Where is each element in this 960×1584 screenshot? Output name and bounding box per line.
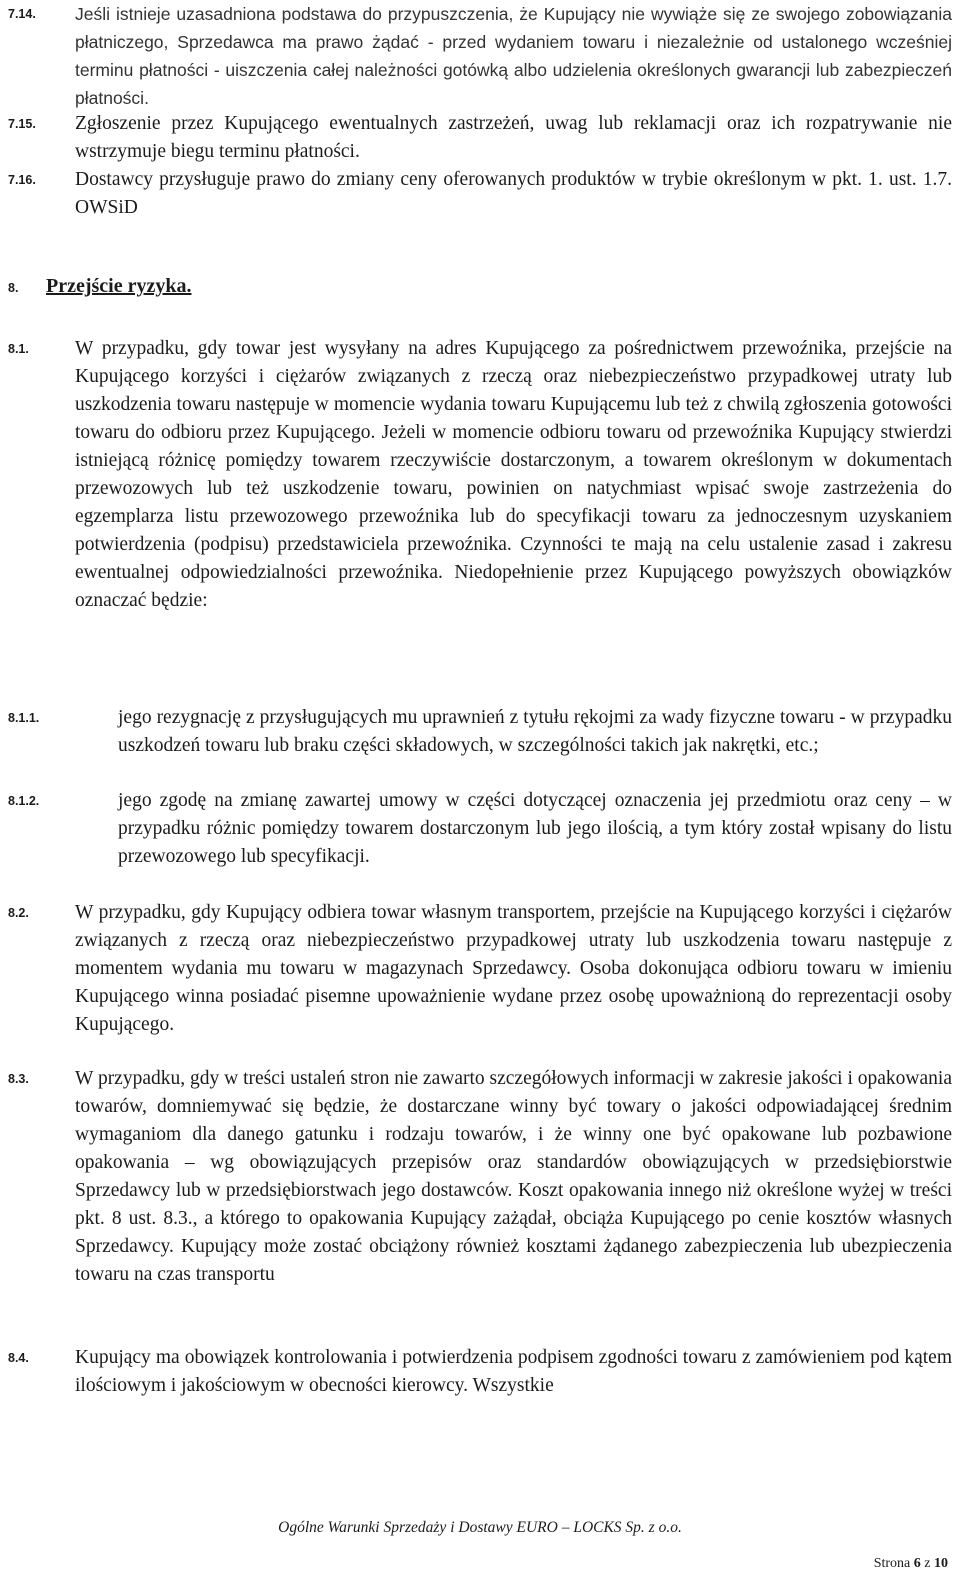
clause-8-1-2: [8, 787, 952, 871]
clause-text: W przypadku, gdy w treści ustaleń stron nie zawarto szczegółowych informacji w zakresie jakości i opakowania towarów, domniemywać się będzie, że dostarczane winny być towary o jakości odpowiadającej średnim wymaganiom dla danego gatunku i rodzaju towarów, i że winny one być opakowane lub pozbawione opakowania – wg obowiązujących przepisów oraz standardów obowiązujących w przedsiębiorstwie Sprzedawcy lub w przedsiębiorstwach jego dostawców. Koszt opakowania innego niż określone wyżej w treści pkt. 8 ust. 8.3., a którego to opakowania Kupujący zażądał, obciąża Kupującego po cenie kosztów własnych Sprzedawcy. Kupujący może zostać obciążony również kosztami żądanego zabezpieczenia lub ubezpieczenia towaru na czas transportu: [75, 1068, 952, 1285]
page-label: Strona: [873, 1556, 911, 1571]
clause-8-1: [8, 335, 952, 615]
clause-text: Jeśli istnieje uzasadniona podstawa do przypuszczenia, że Kupujący nie wywiąże się ze swojego zobowiązania płatniczego, Sprzedawca ma prawo żądać - przed wydaniem towaru i niezależnie od ustalonego wcześniej terminu płatności - uiszczenia całej należności gotówką albo udzielenia określonych gwarancji lub zabezpieczeń płatności.: [75, 4, 952, 108]
clause-text: jego zgodę na zmianę zawartej umowy w części dotyczącej oznaczenia jej przedmiotu oraz ceny – w przypadku różnic pomiędzy towarem dostarczonym lub jego ilością, a tym który został wpisany do listu przewozowego lub specyfikacji.: [118, 790, 952, 867]
page-current: 6: [913, 1556, 921, 1571]
clause-8-4: [8, 1344, 952, 1400]
clause-number: 7.16.: [8, 173, 36, 187]
clause-text: W przypadku, gdy Kupujący odbiera towar własnym transportem, przejście na Kupującego korzyści i ciężarów związanych z rzeczą oraz niebezpieczeństwo przypadkowej utraty lub uszkodzenia towaru następuje z momentem wydania mu towaru w magazynach Sprzedawcy. Osoba dokonująca odbioru towaru w imieniu Kupującego winna posiadać pisemne upoważnienie wydane przez osobę upoważnioną do reprezentacji osoby Kupującego.: [75, 902, 952, 1035]
section-title: Przejście ryzyka.: [46, 275, 192, 297]
section-heading: [8, 275, 191, 298]
page-separator: z: [924, 1556, 931, 1571]
clause-text: Kupujący ma obowiązek kontrolowania i potwierdzenia podpisem zgodności towaru z zamówieniem pod kątem ilościowym i jakościowym w obecności kierowcy. Wszystkie: [75, 1347, 952, 1396]
clause-text: W przypadku, gdy towar jest wysyłany na adres Kupującego za pośrednictwem przewoźnika, przejście na Kupującego korzyści i ciężarów związanych z rzeczą oraz niebezpieczeństwo przypadkowej utraty lub uszkodzenia towaru następuje w momencie wydania towaru Kupującemu lub też z chwilą zgłoszenia gotowości towaru do odbioru przez Kupującego. Jeżeli w momencie odbioru towaru od przewoźnika Kupujący stwierdzi istniejącą różnicę pomiędzy towarem rzeczywiście dostarczonym, a towarem określonym w dokumentach przewozowych lub też uszkodzenie towaru, powinien on natychmiast wpisać swoje zastrzeżenia do egzemplarza listu przewozowego przewoźnika lub do specyfikacji towaru za jednoczesnym uzyskaniem potwierdzenia (podpisu) przedstawiciela przewoźnika. Czynności te mają na celu ustalenie zasad i zakresu ewentualnej odpowiedzialności przewoźnika. Niedopełnienie przez Kupującego powyższych obowiązków oznaczać będzie:: [75, 338, 952, 611]
clause-number: 8.2.: [8, 906, 29, 920]
clause-text: Zgłoszenie przez Kupującego ewentualnych zastrzeżeń, uwag lub reklamacji oraz ich rozpatrywanie nie wstrzymuje biegu terminu płatności.: [75, 113, 952, 162]
clause-number: 8.3.: [8, 1072, 29, 1086]
clause-text: Dostawcy przysługuje prawo do zmiany ceny oferowanych produktów w trybie określonym w pkt. 1. ust. 1.7. OWSiD: [75, 169, 952, 218]
clause-8-3: [8, 1065, 952, 1289]
clause-number: 8.4.: [8, 1351, 29, 1365]
clause-7-15: [8, 110, 952, 166]
clause-7-16: [8, 166, 952, 222]
clause-number: 7.15.: [8, 117, 36, 131]
clause-8-2: [8, 899, 952, 1039]
clause-number: 7.14.: [8, 7, 36, 21]
clause-number: 8.1.2.: [8, 794, 40, 808]
clause-number: 8.1.1.: [8, 711, 40, 725]
clause-text: jego rezygnację z przysługujących mu uprawnień z tytułu rękojmi za wady fizyczne towaru - w przypadku uszkodzeń towaru lub braku części składowych, w szczególności takich jak nakrętki, etc.;: [118, 707, 952, 756]
page-indicator: [874, 1556, 948, 1572]
footer-title: Ogólne Warunki Sprzedaży i Dostawy EURO – LOCKS Sp. z o.o.: [278, 1519, 682, 1536]
section-number: 8.: [8, 281, 19, 295]
clause-7-14: [8, 0, 952, 112]
clause-number: 8.1.: [8, 342, 29, 356]
page-total: 10: [934, 1556, 948, 1571]
clause-8-1-1: [8, 704, 952, 760]
